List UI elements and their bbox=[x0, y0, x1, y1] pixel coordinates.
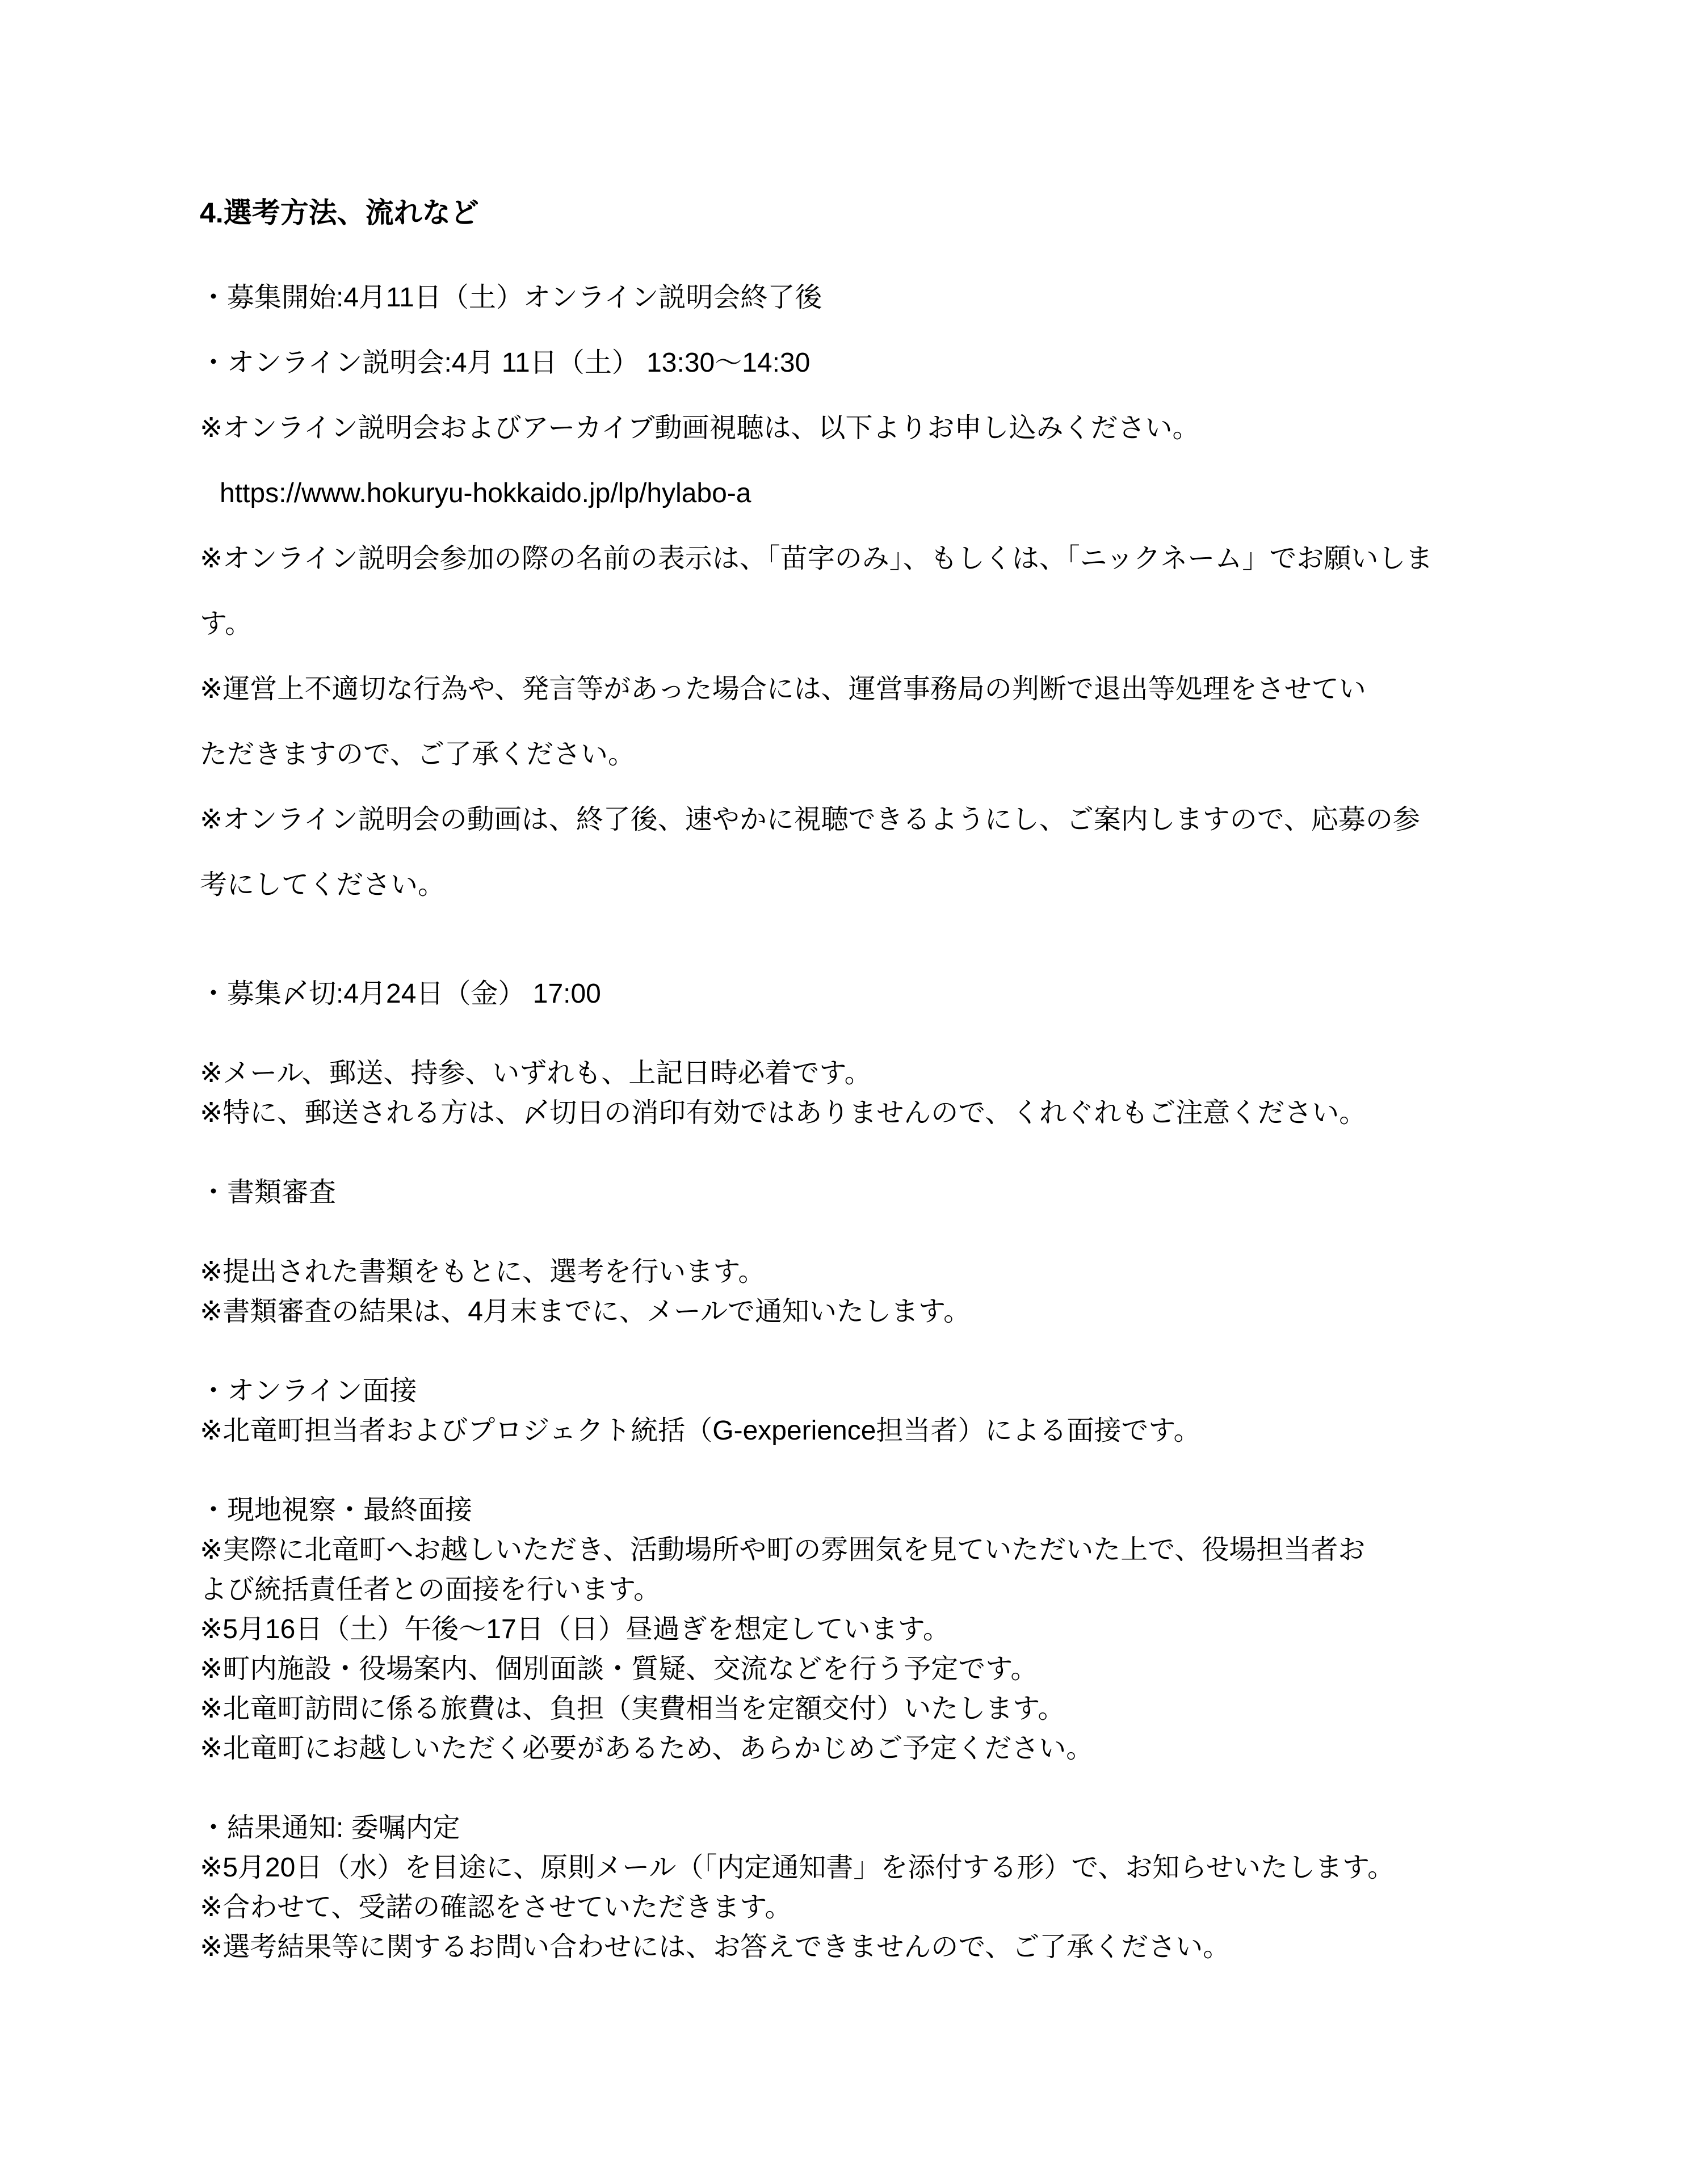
document-screening-notes-group bbox=[200, 1252, 1529, 1332]
application-deadline-line: ・募集〆切:4月24日（金） 17:00 bbox=[200, 979, 601, 1009]
text-line: ※北竜町にお越しいただく必要があるため、あらかじめご予定ください。 bbox=[200, 1733, 1094, 1764]
schedule-section bbox=[200, 265, 1529, 918]
text-line: ※町内施設・役場案内、個別面談・質疑、交流などを行う予定です。 bbox=[200, 1654, 1038, 1684]
name-display-note-line1: ※オンライン説明会参加の際の名前の表示は、「苗字のみ」、もしくは、「ニックネーム」でお願いしま bbox=[200, 544, 1433, 574]
text-line: ※北竜町訪問に係る旅費は、負担（実費相当を定額交付）いたします。 bbox=[200, 1694, 1065, 1724]
text-line: よび統括責任者との面接を行います。 bbox=[200, 1575, 661, 1605]
name-display-note-line2: す。 bbox=[200, 609, 253, 639]
video-note-line2: 考にしてください。 bbox=[200, 870, 446, 900]
details-section bbox=[200, 1054, 1529, 1967]
site-visit-group bbox=[200, 1491, 1529, 1769]
online-briefing-line: ・オンライン説明会:4月 11日（土） 13:30〜14:30 bbox=[200, 348, 811, 378]
text-line: ※書類審査の結果は、4月末までに、メールで通知いたします。 bbox=[200, 1297, 971, 1327]
text-line: ※特に、郵送される方は、〆切日の消印有効ではありませんので、くれぐれもご注意ください。 bbox=[200, 1098, 1367, 1128]
text-line: ※5月16日（土）午後〜17日（日）昼過ぎを想定しています。 bbox=[200, 1614, 950, 1644]
deadline-notes-group bbox=[200, 1054, 1529, 1133]
document-screening-heading: ・書類審査 bbox=[200, 1177, 337, 1207]
conduct-note-line2: ただきますので、ご了承ください。 bbox=[200, 739, 636, 769]
section-heading: 4.選考方法、流れなど bbox=[200, 197, 479, 229]
video-note-line1: ※オンライン説明会の動画は、終了後、速やかに視聴できるようにし、ご案内しますので、応募の参 bbox=[200, 805, 1420, 835]
text-line: ※選考結果等に関するお問い合わせには、お答えできませんので、ご了承ください。 bbox=[200, 1932, 1231, 1962]
text-line: ※5月20日（水）を目途に、原則メール（「内定通知書」を添付する形）で、お知らせいたします。 bbox=[200, 1853, 1395, 1883]
document-screening-heading-group bbox=[200, 1173, 1529, 1213]
text-line: ※提出された書類をもとに、選考を行います。 bbox=[200, 1257, 766, 1287]
text-line: ※合わせて、受諾の確認をさせていただきます。 bbox=[200, 1892, 792, 1922]
result-notice-heading: ・結果通知: 委嘱内定 bbox=[200, 1813, 460, 1843]
text-line: ※実際に北竜町へお越しいただき、活動場所や町の雰囲気を見ていただいた上で、役場担当者お bbox=[200, 1535, 1366, 1565]
result-notice-group bbox=[200, 1808, 1529, 1967]
text-line: ※メール、郵送、持参、いずれも、上記日時必着です。 bbox=[200, 1058, 872, 1088]
conduct-note-line1: ※運営上不適切な行為や、発言等があった場合には、運営事務局の判断で退出等処理をさせてい bbox=[200, 674, 1366, 704]
online-interview-group bbox=[200, 1371, 1529, 1451]
url-text: https://www.hokuryu-hokkaido.jp/lp/hylabo-a bbox=[220, 478, 751, 508]
site-visit-heading: ・現地視察・最終面接 bbox=[200, 1495, 473, 1525]
briefing-apply-note: ※オンライン説明会およびアーカイブ動画視聴は、以下よりお申し込みください。 bbox=[200, 413, 1200, 443]
recruit-start-line: ・募集開始:4月11日（土）オンライン説明会終了後 bbox=[200, 283, 822, 313]
online-interview-heading: ・オンライン面接 bbox=[200, 1376, 417, 1406]
text-line: ※北竜町担当者およびプロジェクト統括（G-experience担当者）による面接です。 bbox=[200, 1416, 1201, 1446]
